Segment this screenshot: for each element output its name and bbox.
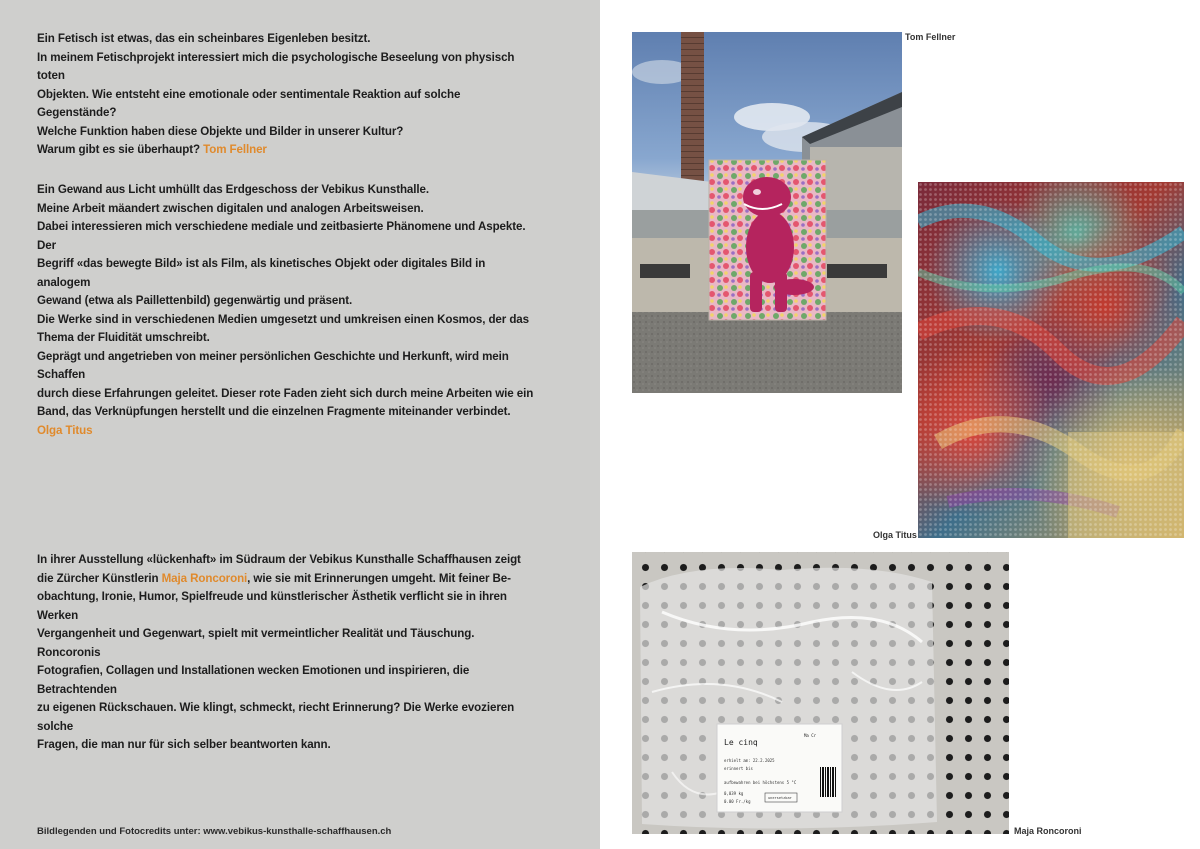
text-line: Meine Arbeit mäandert zwischen digitalen und analogen Arbeitsweisen. (37, 201, 424, 215)
label-weight: 0,039 kg (724, 791, 744, 796)
footer-credits: Bildlegenden und Fotocredits unter: www.vebikus-kunsthalle-schaffhausen.ch (37, 826, 392, 837)
text-line: durch diese Erfahrungen geleitet. Dieser rote Faden zieht sich durch meine Arbeiten wie ein (37, 386, 534, 400)
text-line (37, 570, 537, 589)
text-line: zu eigenen Rückschauen. Wie klingt, schmeckt, riecht Erinnerung? Die Werke evozieren solche (37, 701, 515, 733)
artist-name-roncoroni: Maja Roncoroni (161, 571, 248, 585)
caption-fellner: Tom Fellner (905, 32, 956, 42)
label-temp: aufbewahren bei höchstens 5 °C (724, 780, 797, 785)
text-line: Begriff «das bewegte Bild» ist als Film, als kinetisches Objekt oder digitales Bild in analogem (37, 257, 486, 289)
caption-roncoroni: Maja Roncoroni (1014, 826, 1082, 836)
text-line: Band, das Verknüpfungen herstellt und die einzelnen Fragmente miteinander verbindet. (37, 405, 511, 418)
text-block-fellner (37, 30, 537, 160)
label-price: 0.00 Fr./kg (724, 799, 751, 804)
text-line: In ihrer Ausstellung «lückenhaft» im Südraum der Vebikus Kunsthalle Schaffhausen zeigt (37, 553, 521, 566)
caption-titus: Olga Titus (873, 530, 917, 540)
photo-roncoroni (632, 552, 1009, 834)
text-block-titus (37, 181, 537, 440)
text-block-roncoroni (37, 551, 537, 755)
text-line: Ein Fetisch ist etwas, das ein scheinbares Eigenleben besitzt. (37, 32, 371, 45)
text-line (37, 141, 537, 160)
text-line: Fotografien, Collagen und Installationen wecken Emotionen und inspirieren, die Betrachtenden (37, 664, 470, 696)
photo-fellner (632, 32, 902, 393)
text-fragment: Warum gibt es sie überhaupt? (37, 143, 200, 156)
artist-name-titus: Olga Titus (37, 423, 93, 437)
text-line: Gewand (etwa als Paillettenbild) gegenwärtig und präsent. (37, 294, 353, 307)
text-fragment: , wie sie mit Erinnerungen umgeht. Mit feiner Be- (247, 571, 511, 585)
text-line: obachtung, Ironie, Humor, Spielfreude und künstlerischer Ästhetik verflicht sie in ihren Werken (37, 590, 507, 622)
text-line: Die Werke sind in verschiedenen Medien umgesetzt und umkreisen einen Kosmos, der das (37, 312, 529, 326)
text-line: Objekten. Wie entsteht eine emotionale oder sentimentale Reaktion auf solche Gegenstände? (37, 87, 461, 119)
barcode-icon (820, 767, 836, 797)
label-title: Le cinq (724, 738, 758, 747)
label-corner: Ma Cr (804, 733, 817, 738)
text-line: Dabei interessieren mich verschiedene mediale und zeitbasierte Phänomene und Aspekte. Der (37, 220, 526, 252)
text-fragment: die Zürcher Künstlerin (37, 571, 162, 585)
text-line: Welche Funktion haben diese Objekte und Bilder in unserer Kultur? (37, 124, 404, 138)
text-line: In meinem Fetischprojekt interessiert mich die psychologische Beseelung von physisch toten (37, 50, 515, 82)
text-line: Fragen, die man nur für sich selber beantworten kann. (37, 738, 331, 751)
photo-fellner-scene (632, 32, 902, 393)
photo-roncoroni-bag (632, 552, 1009, 834)
photo-titus-sequins (918, 182, 1184, 538)
label-note: erinnert bis (724, 766, 753, 771)
text-line: Thema der Fluidität umschreibt. (37, 331, 210, 344)
artist-name-fellner: Tom Fellner (203, 143, 267, 156)
text-line: Geprägt und angetrieben von meiner persönlichen Geschichte und Herkunft, wird mein Schaffen (37, 349, 509, 381)
photo-titus (918, 182, 1184, 538)
text-line: Ein Gewand aus Licht umhüllt das Erdgeschoss der Vebikus Kunsthalle. (37, 183, 429, 196)
text-line: Vergangenheit und Gegenwart, spielt mit vermeintlicher Realität und Täuschung. Roncoronis (37, 627, 475, 659)
label-date: erhielt am: 22.2.2025 (724, 758, 775, 763)
label-button: unersetzbar (768, 796, 792, 800)
